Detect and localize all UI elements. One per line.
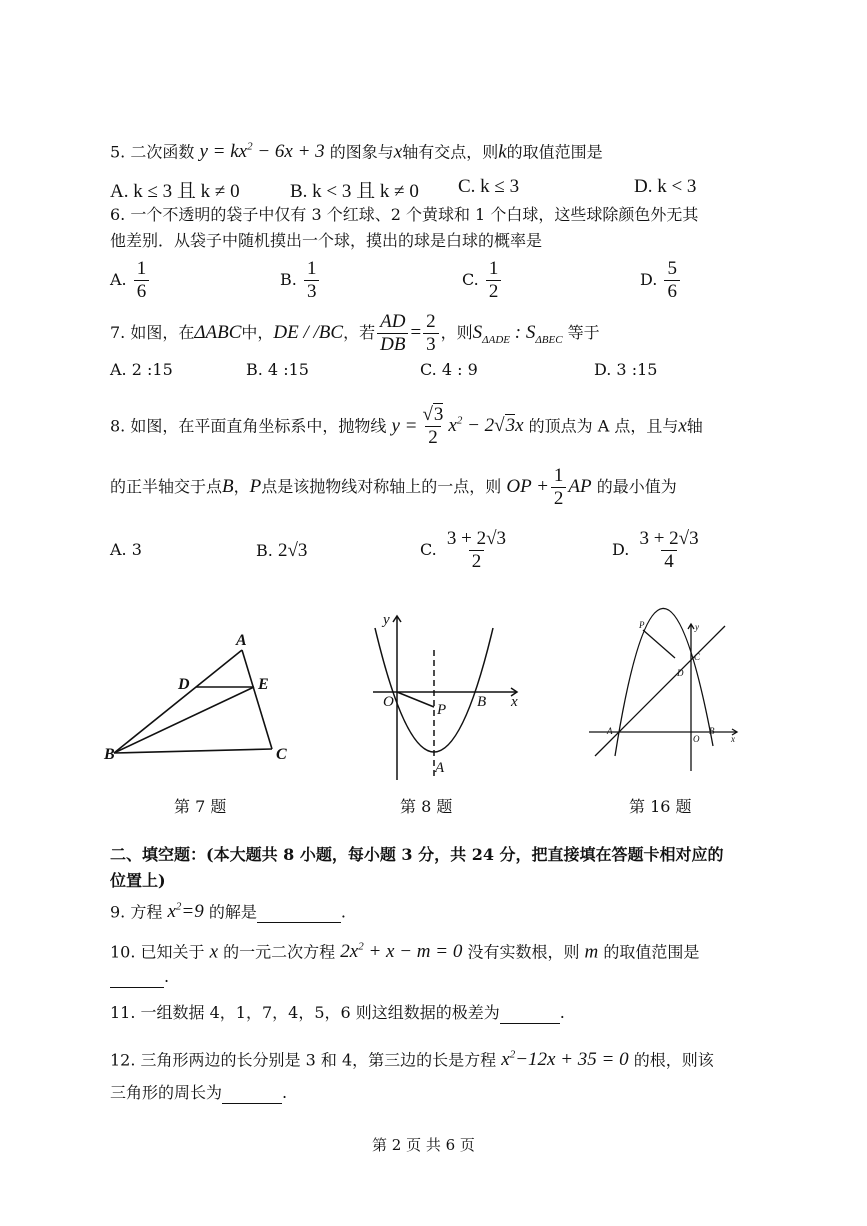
- figure-8-caption: 第 8 题: [400, 797, 453, 816]
- q10-answer-blank[interactable]: [110, 969, 164, 988]
- figure-16-diagram: [585, 596, 750, 776]
- label-b: B: [104, 746, 115, 763]
- q6-option-a[interactable]: A. $\frac{1}{6}$: [110, 258, 151, 303]
- q6-option-b[interactable]: B. $\frac{1}{3}$: [280, 258, 321, 303]
- edge-bc: [114, 749, 272, 753]
- q11-answer-blank[interactable]: [500, 1005, 560, 1024]
- q6-option-c[interactable]: C. $\frac{1}{2}$: [462, 258, 503, 303]
- label-e: E: [258, 676, 269, 693]
- q8-parabola: y =: [391, 415, 418, 437]
- q7-option-b[interactable]: B. 4 :15: [246, 360, 309, 379]
- figure-7-caption: 第 7 题: [174, 797, 227, 816]
- q8-expression: OP +: [506, 476, 549, 497]
- section-2-heading-line1: 二、填空题：(本大题共 8 小题，每小题 3 分，共 24 分，把直接填在答题卡相对应的: [110, 845, 724, 864]
- label-d: D: [677, 668, 684, 678]
- q9-equation: $x^2=9$: [167, 901, 204, 923]
- q5-option-b[interactable]: B. k < 3 且 k ≠ 0: [290, 181, 419, 202]
- label-a: A: [607, 726, 613, 736]
- section-2-heading-line2: 位置上): [110, 871, 166, 890]
- label-c: C: [276, 746, 287, 763]
- q8-line1: 8. 如图，在平面直角坐标系中，抛物线 y = $\frac{√3}{2}$ $x^2 - 2√3x$ 的顶点为 A 点，且与x轴: [110, 404, 703, 449]
- label-y: y: [695, 622, 699, 632]
- q10-line1: 10. 已知关于 x 的一元二次方程 $2x^2 + x - m = 0$ 没有实数根，则 m 的取值范围是: [110, 941, 700, 963]
- q5-option-a[interactable]: A. k ≤ 3 且 k ≠ 0: [110, 181, 240, 202]
- q9: 9. 方程 $x^2=9$ 的解是 .: [110, 901, 346, 923]
- label-x: x: [511, 694, 518, 710]
- label-a: A: [435, 760, 445, 776]
- q12-line2: 三角形的周长为 .: [110, 1083, 288, 1102]
- label-x: x: [731, 734, 735, 744]
- q8-option-d[interactable]: D. $\frac{3 + 2√3}{4}$: [612, 528, 699, 572]
- q8-option-c[interactable]: C. $\frac{3 + 2√3}{2}$: [420, 528, 507, 572]
- segment-pd: [643, 630, 675, 658]
- q10-line2: .: [110, 966, 169, 988]
- label-d: D: [178, 676, 190, 693]
- edge-ac: [242, 650, 272, 749]
- label-a: A: [236, 632, 247, 649]
- q8-option-b[interactable]: B. 2√3: [256, 540, 308, 561]
- q6-option-d[interactable]: D. $\frac{5}{6}$: [640, 258, 682, 303]
- q6-line2: 他差别．从袋子中随机摸出一个球，摸出的球是白球的概率是: [110, 231, 543, 250]
- q5-stem: 5. 二次函数 $y = kx^2 - 6x + 3$ 的图象与x轴有交点，则k的取值范围是: [110, 141, 603, 163]
- label-b: B: [477, 694, 487, 710]
- figure-7-triangle: [100, 625, 300, 770]
- q5-option-d[interactable]: D. k < 3: [634, 176, 697, 197]
- q5-option-c[interactable]: C. k ≤ 3: [458, 176, 520, 197]
- q8-option-a[interactable]: A. 3: [110, 540, 142, 559]
- q9-answer-blank[interactable]: [257, 904, 341, 923]
- q6-line1: 6. 一个不透明的袋子中仅有 3 个红球、2 个黄球和 1 个白球，这些球除颜色外无其: [110, 205, 699, 224]
- q11: 11. 一组数据 4，1，7，4，5，6 则这组数据的极差为 .: [110, 1003, 565, 1022]
- label-p: P: [639, 620, 645, 630]
- q7-option-c[interactable]: C. 4 : 9: [420, 360, 478, 379]
- q12-equation: $x^2-12x + 35 = 0$: [501, 1049, 629, 1071]
- q7-option-a[interactable]: A. 2 :15: [110, 360, 173, 379]
- figure-8-parabola: [365, 608, 530, 783]
- label-y: y: [383, 612, 390, 628]
- page-footer: 第 2 页 共 6 页: [372, 1136, 475, 1154]
- q7-option-d[interactable]: D. 3 :15: [594, 360, 658, 379]
- q8-line2: 的正半轴交于点B，P点是该抛物线对称轴上的一点，则 OP + $\frac{1}{2}$ AP 的最小值为: [110, 465, 677, 509]
- q12-line1: 12. 三角形两边的长分别是 3 和 4，第三边的长是方程 $x^2-12x + 35 = 0$ 的根，则该: [110, 1049, 714, 1071]
- q7-stem: 7. 如图，在ΔABC中，DE / /BC，若 $\frac{AD}{DB}$ = $\frac{2}{3}$ ，则$S_{\Delta ADE}$ : $S_{\Delta BEC}$ 等于: [110, 311, 600, 355]
- q12-answer-blank[interactable]: [222, 1085, 282, 1104]
- segment-op: [397, 692, 434, 707]
- label-o: O: [383, 694, 394, 710]
- label-o: O: [693, 734, 700, 744]
- label-p: P: [437, 702, 447, 718]
- q10-equation: $2x^2 + x - m = 0$: [340, 941, 463, 963]
- figure-16-caption: 第 16 题: [629, 797, 692, 816]
- label-c: C: [694, 652, 701, 662]
- q5-equation: $y = kx^2 - 6x + 3$: [199, 141, 325, 163]
- label-b: B: [709, 726, 715, 736]
